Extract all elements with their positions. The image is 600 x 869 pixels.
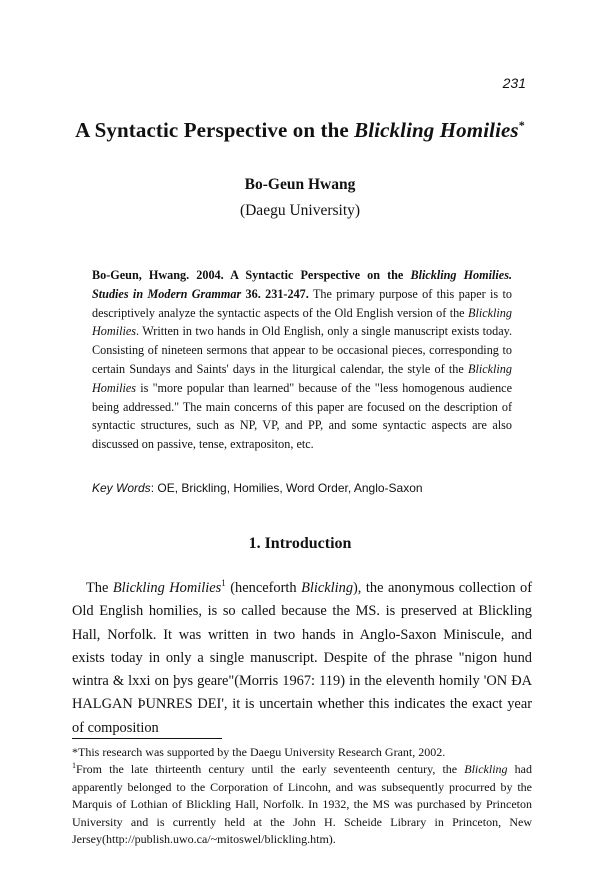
paper-title	[0, 118, 600, 143]
author-name: Bo-Geun Hwang	[244, 176, 356, 193]
footnotes	[72, 744, 532, 848]
keywords-label: Key Words	[92, 481, 151, 495]
title-text: A Syntactic Perspective on the	[75, 118, 355, 142]
body-italic: Blickling Homilies	[112, 580, 222, 596]
title-footnote-mark: *	[518, 118, 525, 132]
abstract-text: The primary purpose of this paper is to descriptively analyze the syntactic aspects of the Old English version of the	[92, 286, 513, 320]
footnote-1-mark: 1	[72, 761, 76, 771]
keywords-value: : OE, Brickling, Homilies, Word Order, Anglo-Saxon	[150, 481, 423, 495]
abstract-citation-pages: 36. 231-247.	[241, 286, 309, 301]
page-number: 231	[502, 75, 526, 91]
abstract-text: . Written in two hands in Old English, only a single manuscript exists today. Consisting of nineteen sermons that appear to be occasional pieces, corresponding to certain Sundays and Saints' days in the liturgical calendar, the style of the	[92, 324, 512, 376]
body-paragraph	[72, 577, 532, 740]
footnote-text: had apparently belonged to the Corporation of Lincohn, and was subsequently procurred by the Marquis of Lothian of Blickling Hall, Norfolk. In 1932, the MS was purchased by Princeton University and is currently held at the John H. Scheide Library in Princeton, New Jersey(http://publish.uwo.ca/~mitoswel/blickling.htm).	[72, 762, 532, 847]
footnote-star: *This research was supported by the Daegu University Research Grant, 2002.	[72, 745, 446, 759]
body-text: ), the anonymous collection of Old English homilies, is so called because the MS. is preserved at Blickling Hall, Norfolk. It was written in two hands in Anglo-Saxon Miniscule, and exists today in only a single manuscript. Despite of the phrase "nigon hund wintra & lxxi on þys geare"(Morris 1967: 119) in the eleventh homily 'ON ÐA HALGAN ÞUNRES DEI', it is uncertain whether this indicates the exact year of composition	[72, 580, 532, 736]
section-heading: 1. Introduction	[248, 535, 352, 552]
keywords	[92, 481, 522, 495]
abstract-italic-title: Blickling Homilies	[92, 305, 512, 339]
footnote-italic: Blickling	[464, 762, 508, 777]
abstract-text: is "more popular than learned" because of the "less homogenous audience being addressed." The main concerns of this paper are focused on the description of syntactic structures, such as NP, VP, and PP, and some syntactic aspects are also discussed on passive, tense, extrapositon, etc.	[92, 380, 512, 452]
footnote-ref: 1	[221, 578, 226, 589]
title-italic: Blickling Homilies	[354, 118, 519, 142]
abstract-citation-journal: Blickling Homilies. Studies in Modern Grammar	[92, 268, 512, 301]
author-affiliation: (Daegu University)	[239, 202, 361, 219]
abstract-italic-title: Blickling Homilies	[92, 361, 512, 395]
abstract	[92, 266, 512, 454]
body-italic: Blickling	[301, 580, 354, 596]
body-text: The	[86, 580, 113, 596]
footnote-text: From the late thirteenth century until the early seventeenth century, the	[76, 762, 465, 777]
abstract-citation: Bo-Geun, Hwang. 2004. A Syntactic Perspective on the	[92, 268, 411, 282]
body-text: (henceforth	[225, 580, 302, 596]
footnote-1	[72, 761, 532, 848]
footnote-divider	[72, 738, 222, 739]
